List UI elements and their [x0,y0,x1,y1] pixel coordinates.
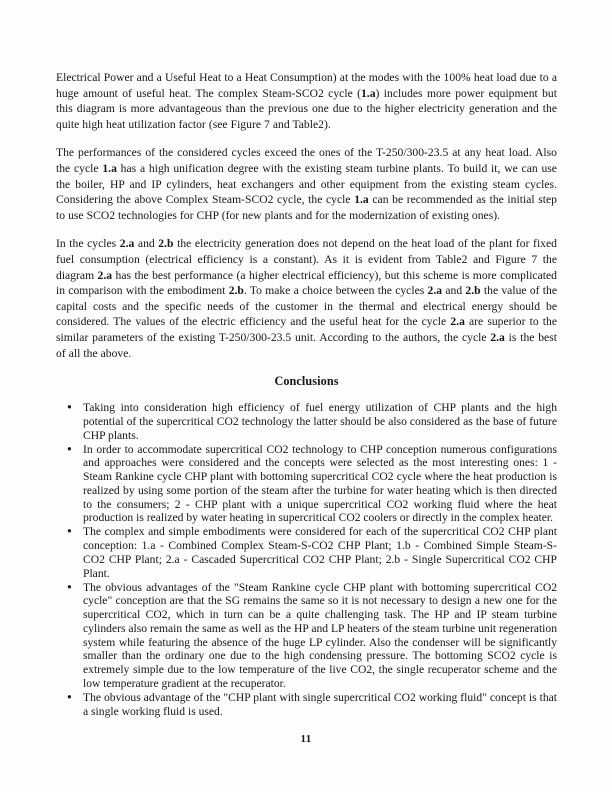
bullet-icon: • [66,441,73,456]
list-item [56,525,557,580]
page-content [56,70,557,719]
paragraph-3: In the cycles 2.a and 2.b the electricity generation does not depend on the heat load of the plant for fixed fuel consumption (electrical efficiency is a constant). As it is evident from Table2 and Figure 7 the diagram 2.a has the best performance (a higher electrical efficiency), but this scheme is more complicated in comparison with the embodiment 2.b. To make a choice between the cycles 2.a and 2.b the value of the capital costs and the specific needs of the customer in the thermal and electrical energy should be considered. The values of the electric efficiency and the useful heat for the cycle 2.a are superior to the similar parameters of the existing T-250/300-23.5 unit. According to the authors, the cycle 2.a is the best of all the above. [56,237,557,360]
paragraph-1: Electrical Power and a Useful Heat to a Heat Consumption) at the modes with the 100% heat load due to a huge amount of useful heat. The complex Steam-SCO2 cycle (1.a) includes more power equipment but this diagram is more advantageous than the previous one due to the higher electricity generation and the quite high heat utilization factor (see Figure 7 and Table2). [56,71,557,131]
list-item-text: Taking into consideration high efficiency of fuel energy utilization of CHP plants and the high potential of the supercritical CO2 technology the latter should be also considered as the base of future CHP plants. [83,401,557,442]
list-item [56,401,557,442]
conclusions-list [56,401,557,718]
list-item-text: In order to accommodate supercritical CO2 technology to CHP conception numerous configurations and approaches were considered and the concepts were selected as the most interesting ones: 1 - Steam Rankine cycle CHP plant with bottoming supercritical CO2 cycle where the heat production is realized by using some portion of the steam after the turbine for water heating which is then directed to the consumers; 2 - CHP plant with a unique supercritical CO2 working fluid where the heat production is realized by water heating in supercritical CO2 coolers or directly in the complex heater. [83,442,557,525]
conclusions-heading: Conclusions [274,374,339,389]
list-item [56,581,557,691]
list-item-text: The obvious advantage of the "CHP plant with single supercritical CO2 working fluid" concept is that a single working fluid is used. [83,690,557,718]
list-item-text: The obvious advantages of the "Steam Rankine cycle CHP plant with bottoming supercritical CO2 cycle" conception are that the SG remains the same so it is not necessary to design a new one for the supercritical CO2, which in turn can be a quite challenging task. The HP and IP steam turbine cylinders also remain the same as well as the HP and LP heaters of the steam turbine unit regeneration system while featuring the absence of the huge LP cylinder. Also the condenser will be significantly smaller than the ordinary one due to the high condensing pressure. The bottoming SCO2 cycle is extremely simple due to the low temperature of the live CO2, the single recuperator scheme and the low temperature gradient at the recuperator. [83,580,557,690]
list-item [56,691,557,718]
bullet-icon: • [66,524,73,539]
bullet-icon: • [66,579,73,594]
list-item [56,443,557,525]
bullet-icon: • [66,400,73,415]
page-number: 11 [300,733,312,745]
list-item-text: The complex and simple embodiments were considered for each of the supercritical CO2 CHP plant conception: 1.a - Combined Complex Steam-S-CO2 CHP Plant; 1.b - Combined Simple Steam-S-CO2 CHP Plant; 2.a - Cascaded Supercritical CO2 CHP Plant; 2.b - Single Supercritical CO2 CHP Plant. [83,525,557,580]
bullet-icon: • [66,689,73,704]
paragraph-2: The performances of the considered cycles exceed the ones of the T-250/300-23.5 at any heat load. Also the cycle 1.a has a high unification degree with the existing steam turbine plants. To build it, we can use the boiler, HP and IP cylinders, heat exchangers and other equipment from the existing steam cycles. Considering the above Complex Steam-SCO2 cycle, the cycle 1.a can be recommended as the initial step to use SCO2 technologies for CHP (for new plants and for the modernization of existing ones). [56,146,557,222]
